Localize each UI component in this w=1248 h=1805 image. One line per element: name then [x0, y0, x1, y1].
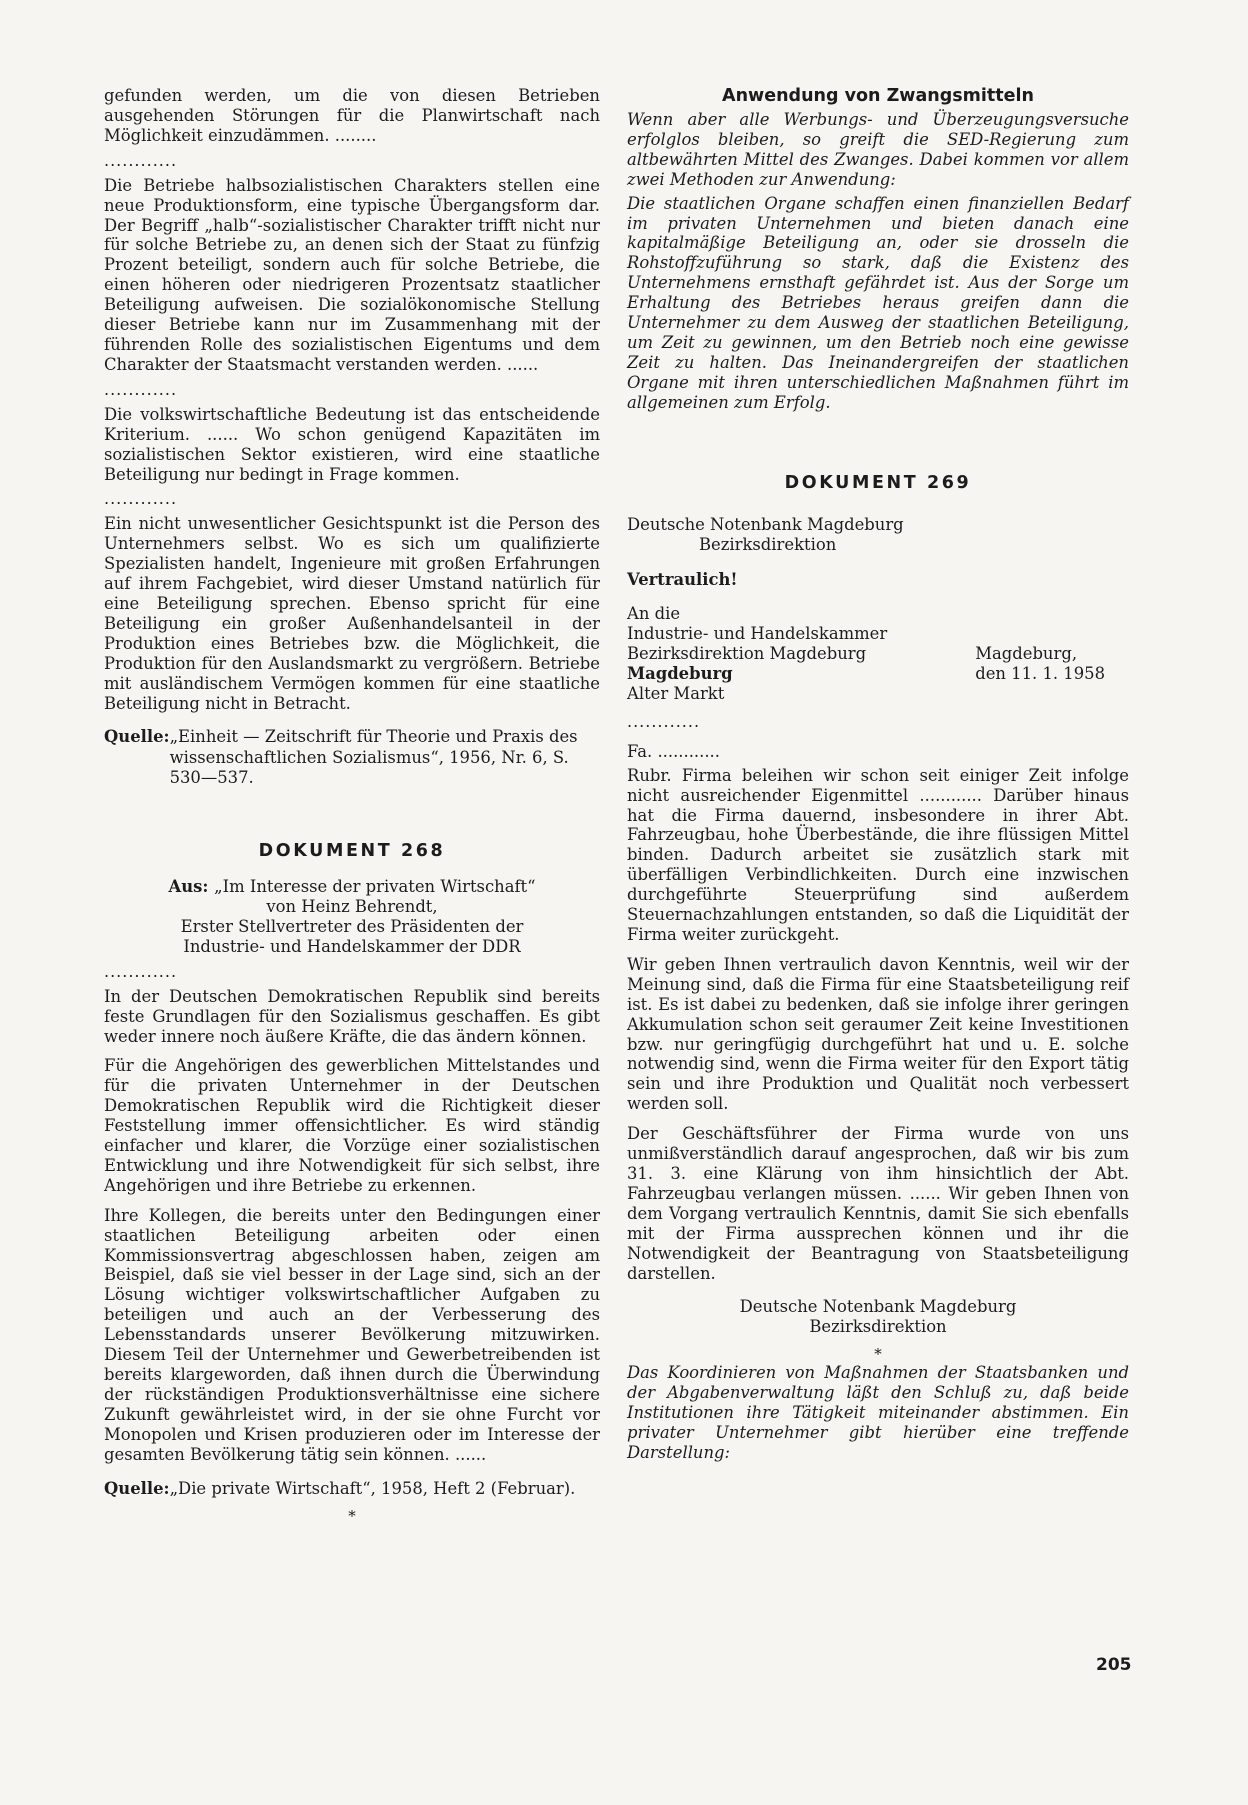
paragraph: In der Deutschen Demokratischen Republik sind bereits feste Grundlagen für den Sozialismus geschaffen. Es gibt weder innere noch äußere Kräfte, die das ändern können.	[104, 986, 600, 1046]
excerpt-author: von Heinz Behrendt,	[266, 896, 438, 916]
ellipsis-line: ............	[104, 489, 178, 509]
document-268-heading: DOKUMENT 268	[258, 840, 446, 861]
document-269-heading: DOKUMENT 269	[784, 472, 972, 493]
place-date	[975, 604, 1105, 704]
italic-paragraph: Das Koordinieren von Maßnahmen der Staatsbanken und der Abgabenverwaltung läßt den Schluß zu, daß beide Institutionen ihre Tätigkeit miteinander abstimmen. Ein privater Unternehmer gibt hierüber eine treffende Darstellung:	[627, 1363, 1129, 1462]
paragraph: Für die Angehörigen des gewerblichen Mittelstandes und für die privaten Unternehmer in der Deutschen Demokratischen Republik wird die Richtigkeit dieser Feststellung immer offensichtlicher. Es wird ständig einfacher und klarer, die Vorzüge einer sozialistischen Entwicklung und ihre Notwendigkeit für sich selbst, ihre Angehörigen und ihre Betriebe zu erkennen.	[104, 1056, 600, 1195]
paragraph: gefunden werden, um die von diesen Betrieben ausgehenden Störungen für die Planwirtschaft nach Möglichkeit einzudämmen. ........	[104, 86, 600, 145]
excerpt-source-title: „Im Interesse der privaten Wirtschaft“	[214, 876, 536, 896]
signature-line: Deutsche Notenbank Magdeburg	[739, 1297, 1017, 1317]
excerpt-label: Aus:	[168, 876, 215, 896]
paragraph: Der Geschäftsführer der Firma wurde von uns unmißverständlich darauf angesprochen, daß wir bis zum 31. 3. eine Klärung von ihm hinsichtlich der Abt. Fahrzeugbau verlangen müssen. ...... Wir geben Ihnen von dem Vorgang vertraulich Kenntnis, damit Sie sich ebenfalls mit der Firma aussprechen können und ihr die Notwendigkeit der Beantragung von Staatsbeteiligung darstellen.	[627, 1124, 1129, 1283]
ellipsis-line: ............	[104, 379, 178, 399]
source-label: Quelle:	[104, 1478, 170, 1498]
excerpt-title	[104, 877, 600, 897]
address-line: Magdeburg	[627, 664, 733, 684]
right-column	[627, 86, 1129, 1463]
source-label: Quelle:	[104, 727, 170, 747]
place: Magdeburg,	[975, 644, 1078, 664]
section-heading: Anwendung von Zwangsmitteln	[722, 86, 1034, 106]
confidential-label: Vertraulich!	[627, 570, 738, 590]
source-citation	[104, 1479, 600, 1500]
address-line: Industrie- und Handelskammer	[627, 624, 888, 644]
paragraph: Die Betriebe halbsozialistischen Charakters stellen eine neue Produktionsform, eine typische Übergangsform dar. Der Begriff „halb“-sozialistischer Charakter trifft nicht nur für solche Betriebe zu, an denen sich der Staat zu fünfzig Prozent beteiligt, sondern auch für solche Betriebe, die einen höheren oder niedrigeren Prozentsatz staatlicher Beteiligung aufweisen. Die sozialökonomische Stellung dieser Betriebe kann nur im Zusammenhang mit der führenden Rolle des sozialistischen Eigentums und dem Charakter der Staatsmacht verstanden werden. ......	[104, 175, 600, 374]
address-line: Alter Markt	[627, 683, 725, 703]
excerpt-author-role: Erster Stellvertreter des Präsidenten der Industrie- und Handelskammer der DDR	[180, 916, 524, 956]
paragraph: Rubr. Firma beleihen wir schon seit einiger Zeit infolge nicht ausreichender Eigenmittel ............ Darüber hinaus hat die Firma dauernd, insbesondere in ihrer Abt. Fahrzeugbau, hohe Überbestände, die ihre flüssigen Mittel binden. Dadurch arbeitet sie zusätzlich stark mit überfälligen Verbindlichkeiten. Durch eine inzwischen durchgeführte Steuerprüfung sind außerdem Steuernachzahlungen entstanden, so daß die Liquidität der Firma weiter zurückgeht.	[627, 765, 1129, 944]
address-block	[627, 604, 1129, 704]
address-line: Bezirksdirektion Magdeburg	[627, 644, 867, 664]
source-text: „Einheit — Zeitschrift für Theorie und Praxis des wissenschaftlichen Sozialismus“, 1956, Nr. 6, S. 530—537.	[169, 727, 578, 788]
left-column	[104, 86, 600, 1525]
page-number: 205	[1096, 1655, 1132, 1675]
company-line: Fa. ............	[627, 741, 720, 761]
ellipsis-line: ............	[104, 150, 178, 170]
paragraph: Die volkswirtschaftliche Bedeutung ist das entscheidende Kriterium. ...... Wo schon genügend Kapazitäten im sozialistischen Sektor existieren, wird eine staatliche Beteiligung nur bedingt in Frage kommen.	[104, 404, 600, 484]
ellipsis-line: ............	[627, 711, 701, 731]
address-line: An die	[627, 604, 681, 624]
source-text: „Die private Wirtschaft“, 1958, Heft 2 (Februar).	[169, 1478, 576, 1498]
paragraph: Wir geben Ihnen vertraulich davon Kenntnis, weil wir der Meinung sind, daß die Firma für eine Staatsbeteiligung reif ist. Es ist dabei zu bedenken, daß sie infolge ihrer geringen Akkumulation schon seit geraumer Zeit keine Investitionen bzw. nur geringfügig durchgeführt hat und u. E. solche notwendig sind, wenn die Firma weiter für den Export tätig sein und ihre Produktion und Qualität noch verbessert werden soll.	[627, 954, 1129, 1114]
recipient-address	[627, 604, 887, 704]
source-citation	[104, 727, 600, 789]
paragraph: Ihre Kollegen, die bereits unter den Bedingungen einer staatlichen Beteiligung arbeiten oder einen Kommissionsvertrag abgeschlossen haben, zeigen am Beispiel, daß sie viel besser in der Lage sind, sich an der Lösung wichtiger volkswirtschaftlicher Aufgaben zu beteiligen und auch an der Verbesserung des Lebensstandards unserer Bevölkerung mitzuwirken. Diesem Teil der Unternehmer und Gewerbetreibenden ist bereits klargeworden, daß ihnen durch die Überwindung der rückständigen Produktionsverhältnisse eine sichere Zukunft gewährleistet wird, in der sie ohne Furcht vor Monopolen und Krisen produzieren oder im Interesse der gesamten Bevölkerung tätig sein können. ......	[104, 1205, 600, 1464]
ellipsis-line: ............	[104, 961, 178, 981]
paragraph: Ein nicht unwesentlicher Gesichtspunkt ist die Person des Unternehmers selbst. Wo es sich um qualifizierte Spezialisten handelt, Ingenieure mit großen Erfahrungen auf ihrem Fachgebiet, wird dieser Umstand natürlich für eine Beteiligung sprechen. Ebenso spricht für eine Beteiligung ein großer Außenhandelsanteil in der Produktion eines Betriebes bzw. die Möglichkeit, die Produktion für den Auslandsmarkt zu vergrößern. Betriebe mit ausländischem Vermögen kommen für eine staatliche Beteiligung nicht in Betracht.	[104, 514, 600, 713]
separator-star: *	[874, 1345, 882, 1364]
separator-star: *	[348, 1507, 356, 1526]
sender-line: Bezirksdirektion	[699, 534, 837, 554]
date: den 11. 1. 1958	[975, 664, 1105, 684]
italic-paragraph: Die staatlichen Organe schaffen einen finanziellen Bedarf im privaten Unternehmen und bieten danach eine kapitalmäßige Beteiligung an, oder sie drosseln die Rohstoffzuführung so stark, daß die Existenz des Unternehmens ernsthaft gefährdet ist. Aus der Sorge um Erhaltung des Betriebes heraus greifen dann die Unternehmer zu dem Ausweg der staatlichen Beteiligung, um Zeit zu gewinnen, um den Betrieb noch eine gewisse Zeit zu halten. Das Ineinandergreifen der staatlichen Organe mit ihren unterschiedlichen Maßnahmen führt im allgemeinen zum Erfolg.	[627, 193, 1129, 412]
italic-paragraph: Wenn aber alle Werbungs- und Überzeugungsversuche erfolglos bleiben, so greift die SED-Regierung zum altbewährten Mittel des Zwanges. Dabei kommen vor allem zwei Methoden zur Anwendung:	[627, 110, 1129, 189]
sender-line: Deutsche Notenbank Magdeburg	[627, 514, 904, 534]
signature-line: Bezirksdirektion	[809, 1317, 947, 1337]
